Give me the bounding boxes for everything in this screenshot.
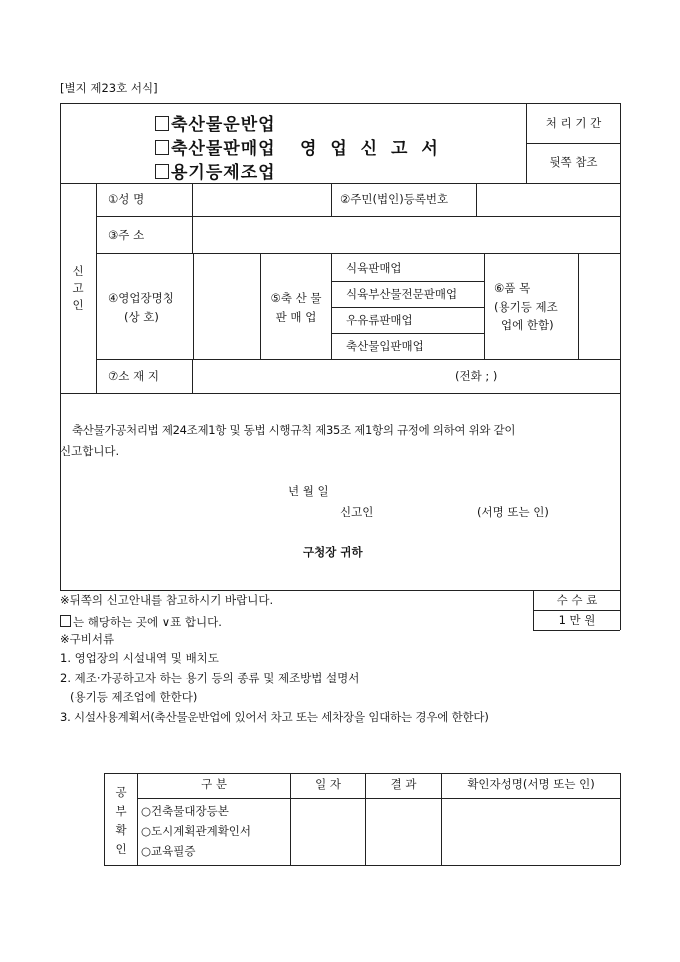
address-field[interactable] (194, 219, 618, 251)
signer-label: 신고인 (340, 505, 374, 519)
name-field[interactable] (194, 186, 329, 214)
checkbox-icon (60, 615, 71, 627)
phone-label: (전화 ; ) (455, 369, 498, 383)
declaration-text-line2: 신고합니다. (60, 444, 120, 458)
sales-option-import[interactable]: 축산물입판매업 (346, 339, 424, 353)
sales-option-meat[interactable]: 식육판매업 (346, 261, 402, 275)
id-number-label: ②주민(법인)등록번호 (340, 192, 449, 206)
document-item-2-note: (용기등 제조업에 한한다) (70, 690, 198, 704)
item-label: ⑥품 목 (494, 281, 531, 295)
header-result: 결 과 (390, 777, 417, 791)
verification-result-field[interactable] (367, 800, 440, 863)
applicant-section-label: 신 고 인 (72, 264, 84, 312)
business-name-sublabel: (상 호) (124, 310, 159, 324)
business-name-field[interactable] (195, 256, 258, 356)
checkbox-icon[interactable] (155, 164, 169, 179)
sales-type-sublabel: 판 매 업 (275, 310, 317, 324)
location-field[interactable] (194, 362, 618, 391)
header-category: 구 분 (201, 777, 227, 791)
name-label: ①성 명 (108, 192, 145, 206)
note-checkbox-instruction: 는 해당하는 곳에 ∨표 합니다. (60, 615, 222, 629)
title-option-transport[interactable]: 축산물운반업 (155, 110, 276, 135)
id-number-field[interactable] (478, 186, 618, 214)
processing-value: 뒷쪽 참조 (549, 155, 598, 169)
item-sublabel-2: 업에 한함) (501, 318, 554, 332)
verification-item-urban-plan: ○도시계획관계확인서 (141, 824, 252, 838)
verification-item-education-cert: ○교육필증 (141, 844, 196, 858)
location-label: ⑦소 재 지 (108, 369, 159, 383)
sales-option-dairy[interactable]: 우유류판매업 (346, 313, 413, 327)
processing-label: 처 리 기 간 (545, 116, 602, 130)
title-option-container[interactable]: 용기등제조업 (155, 158, 276, 183)
form-title: 영 업 신 고 서 (300, 139, 442, 159)
declaration-text-line1: 축산물가공처리법 제24조제1항 및 동법 시행규칙 제35조 제1항의 규정에 의하여 위와 같이 (72, 423, 516, 437)
item-sublabel-1: (용기등 제조 (494, 300, 558, 314)
sales-type-label: ⑤축 산 물 (270, 291, 322, 305)
verification-signature-field[interactable] (443, 800, 619, 863)
title-option-sales[interactable]: 축산물판매업 (155, 134, 276, 159)
address-label: ③주 소 (108, 228, 145, 242)
recipient: 구청장 귀하 (303, 545, 363, 559)
documents-heading: ※구비서류 (60, 632, 115, 646)
business-name-label: ④영업장명칭 (108, 291, 174, 305)
header-date: 일 자 (315, 777, 341, 791)
sign-note[interactable]: (서명 또는 인) (477, 505, 549, 519)
checkbox-icon[interactable] (155, 140, 169, 155)
verification-label: 공 부 확 인 (115, 785, 127, 856)
fee-label: 수 수 료 (556, 593, 598, 607)
sales-option-byproduct[interactable]: 식육부산물전문판매업 (346, 287, 458, 301)
item-field[interactable] (580, 256, 618, 356)
header-verifier: 확인자성명(서명 또는 인) (467, 777, 595, 791)
document-item-3: 3. 시설사용계획서(축산물운반업에 있어서 차고 또는 세차장을 임대하는 경우에 한한다) (60, 710, 489, 724)
note-refer-back: ※뒤쪽의 신고안내를 참고하시기 바랍니다. (60, 593, 274, 607)
verification-item-building-register: ○건축물대장등본 (141, 804, 229, 818)
document-item-2: 2. 제조·가공하고자 하는 용기 등의 종류 및 제조방법 설명서 (60, 671, 360, 685)
declaration-date[interactable]: 년 월 일 (288, 484, 329, 498)
fee-value: 1 만 원 (558, 613, 596, 627)
document-item-1: 1. 영업장의 시설내역 및 배치도 (60, 651, 219, 665)
checkbox-icon[interactable] (155, 116, 169, 131)
verification-date-field[interactable] (292, 800, 364, 863)
form-reference: [별지 제23호 서식] (60, 81, 158, 95)
